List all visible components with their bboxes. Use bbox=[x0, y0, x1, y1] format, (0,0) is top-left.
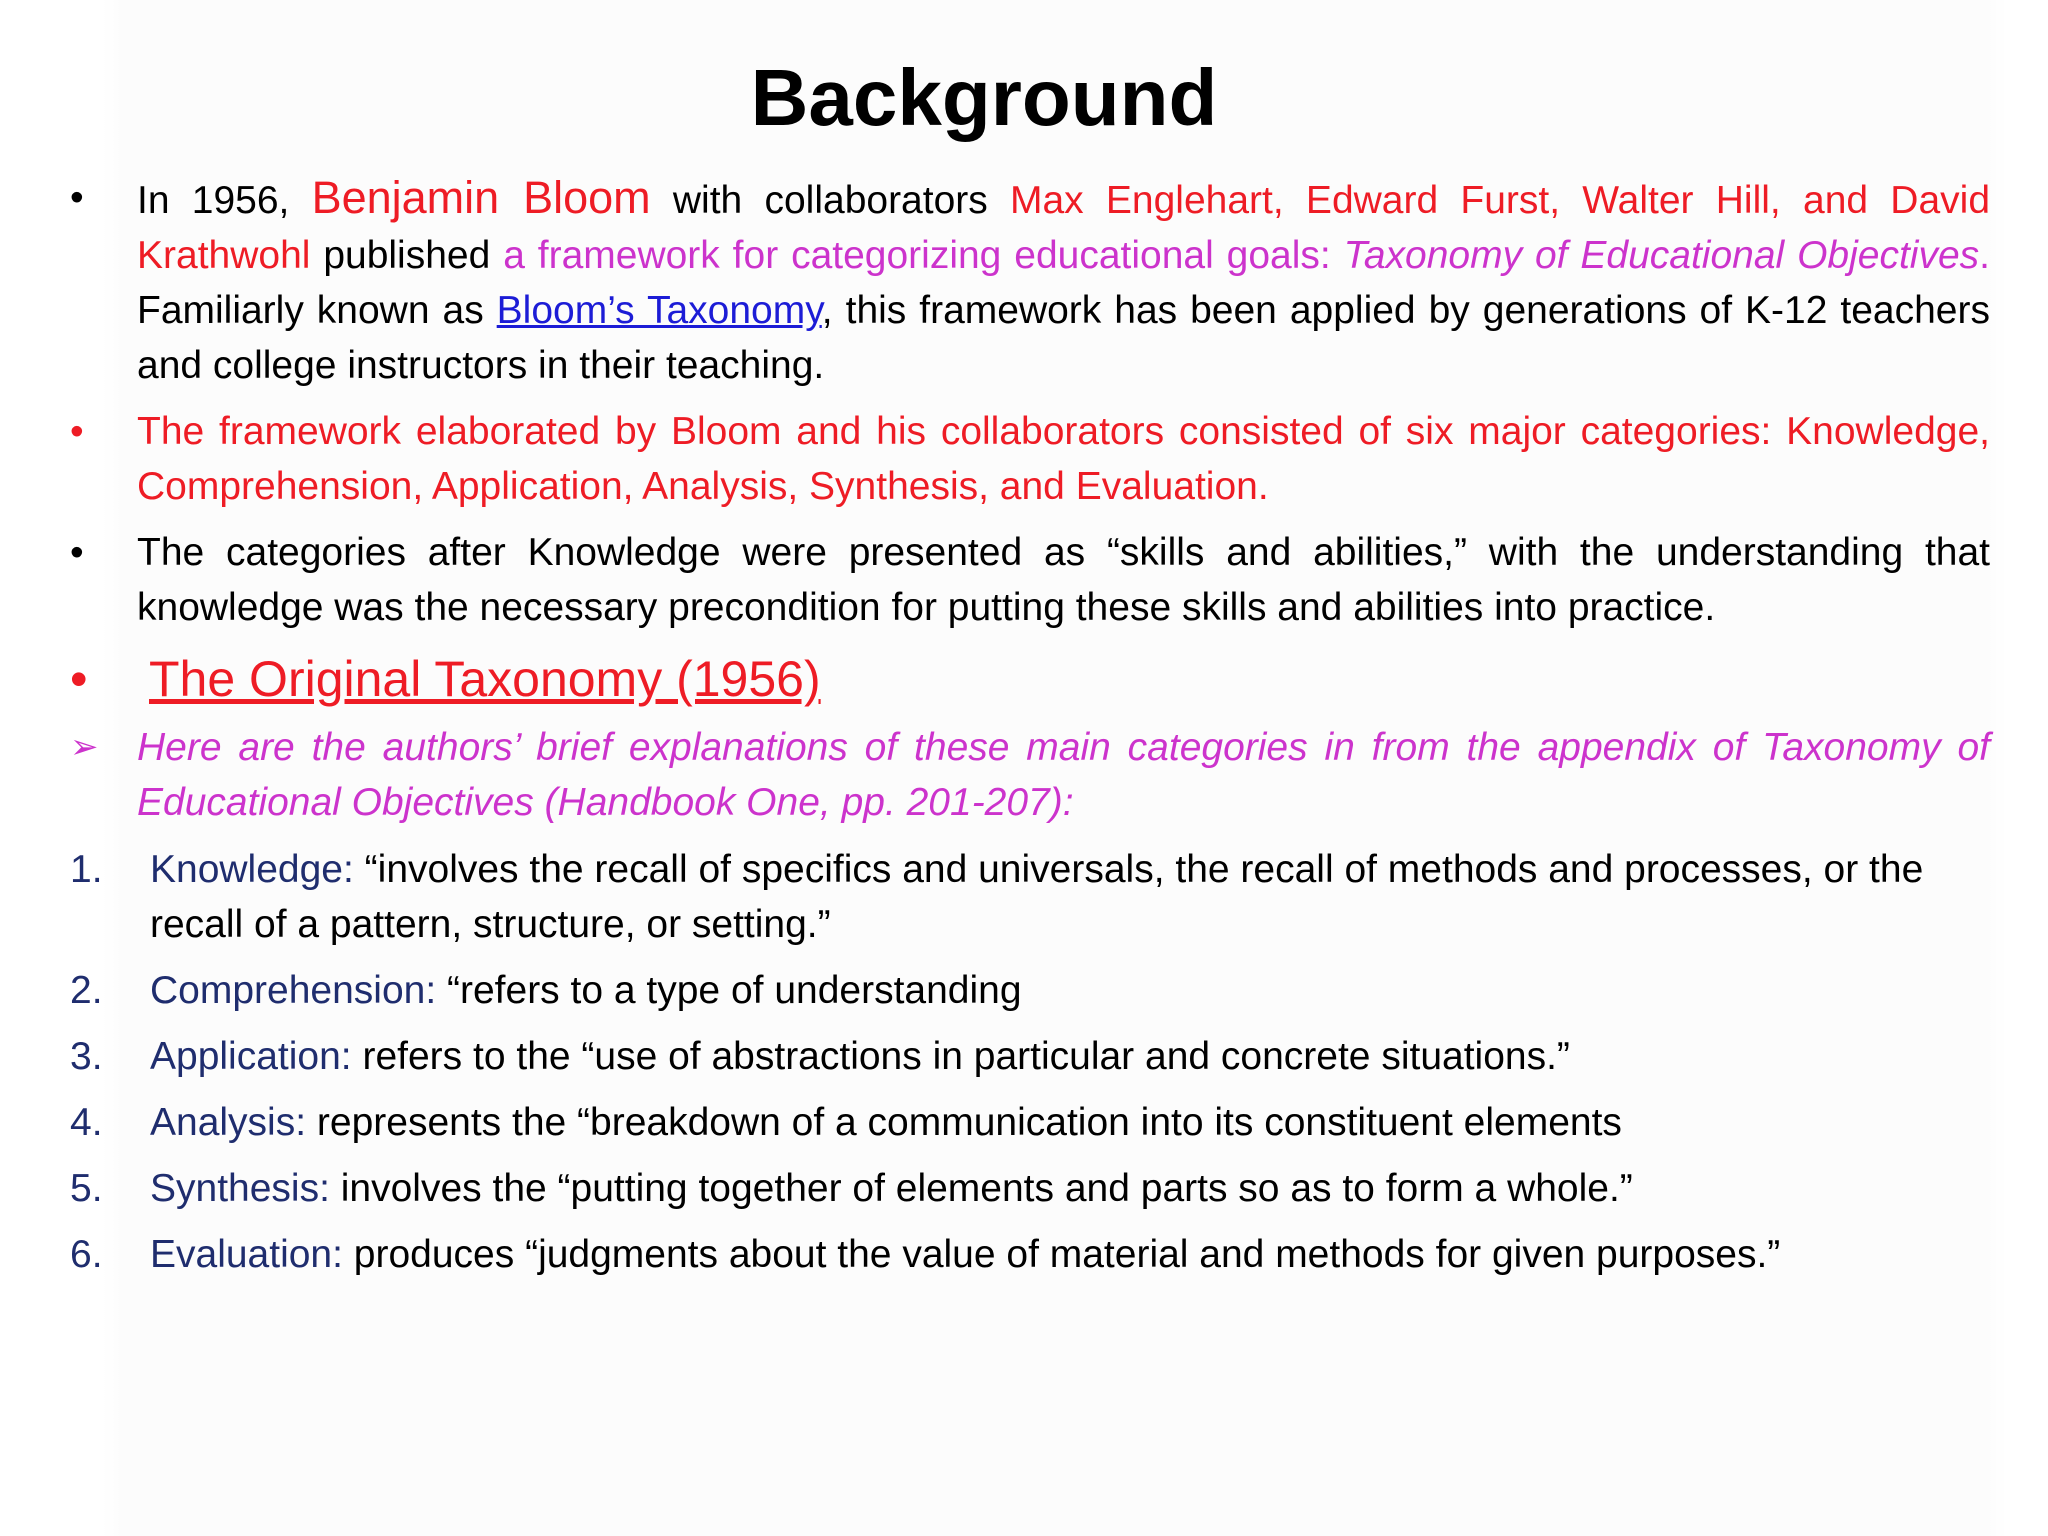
list-number: 5. bbox=[70, 1167, 103, 1210]
category-list-item bbox=[70, 1227, 1990, 1282]
category-term: Comprehension: bbox=[150, 969, 437, 1012]
category-description: “refers to a type of understanding bbox=[436, 969, 1022, 1012]
category-term: Application: bbox=[150, 1035, 352, 1078]
list-number: 4. bbox=[70, 1101, 103, 1144]
list-number: 6. bbox=[70, 1233, 103, 1276]
category-description: represents the “breakdown of a communication into its constituent elements bbox=[306, 1101, 1622, 1144]
bullet-marker: • bbox=[70, 531, 84, 574]
category-description: involves the “putting together of elements and parts so as to form a whole.” bbox=[329, 1167, 1633, 1210]
category-description: “involves the recall of specifics and universals, the recall of methods and processes, or the recall of a pattern, structure, or setting.” bbox=[150, 848, 1924, 946]
category-list-item bbox=[70, 1161, 1990, 1216]
category-list-item bbox=[70, 963, 1990, 1018]
bullet-text-segment: , this framework has been applied by generations of K-12 teachers and college instructors in their teaching. bbox=[137, 289, 1990, 387]
bullet-text bbox=[137, 170, 1990, 393]
list-number: 1. bbox=[70, 848, 103, 891]
list-number: 2. bbox=[70, 969, 103, 1012]
category-text bbox=[150, 963, 1990, 1018]
book-title: Taxonomy of Educational Objectives bbox=[1343, 234, 1980, 277]
intro-text: Here are the authors’ brief explanations of these main categories in from the appendix of Taxonomy of Educational Objectives (Handbook One, pp. 201-207): bbox=[137, 726, 1990, 824]
bullet-text-segment: . bbox=[1979, 234, 1990, 277]
bullet-text-segment: Familiarly known as bbox=[137, 289, 497, 332]
bullet-item bbox=[70, 525, 1990, 635]
bullet-text-segment: with collaborators bbox=[650, 179, 1010, 222]
category-text bbox=[150, 1161, 1990, 1216]
collaborator-names: Max Englehart, Edward Furst, Walter Hill, and David Krathwohl bbox=[137, 179, 1991, 277]
bullet-item bbox=[70, 404, 1990, 514]
framework-description: a framework for categorizing educational goals: bbox=[503, 234, 1344, 277]
section-heading-item bbox=[70, 646, 1990, 712]
section-heading-link[interactable]: The Original Taxonomy (1956) bbox=[149, 651, 821, 707]
category-text bbox=[150, 1029, 1990, 1084]
category-description: refers to the “use of abstractions in particular and concrete situations.” bbox=[351, 1035, 1570, 1078]
category-description: produces “judgments about the value of material and methods for given purposes.” bbox=[342, 1233, 1781, 1276]
category-list-item bbox=[70, 1095, 1990, 1150]
slide-title: Background bbox=[750, 53, 1218, 142]
bullet-item bbox=[70, 170, 1990, 393]
bullet-marker: • bbox=[70, 176, 84, 219]
author-name: Benjamin Bloom bbox=[311, 172, 651, 223]
bullet-marker: • bbox=[70, 410, 84, 453]
blooms-taxonomy-link[interactable]: Bloom’s Taxonomy bbox=[496, 289, 822, 332]
bullet-text: The categories after Knowledge were presented as “skills and abilities,” with the understanding that knowledge was the necessary precondition for putting these skills and abilities into practice. bbox=[137, 531, 1990, 629]
category-term: Knowledge: bbox=[150, 848, 354, 891]
category-term: Evaluation: bbox=[150, 1233, 343, 1276]
bullet-marker: • bbox=[70, 651, 88, 707]
intro-item bbox=[70, 720, 1990, 830]
category-list-item bbox=[70, 842, 1990, 952]
bullet-text-segment: published bbox=[310, 234, 504, 277]
arrow-bullet-icon: ➢ bbox=[70, 728, 99, 766]
category-text bbox=[150, 1095, 1990, 1150]
bullet-text: The framework elaborated by Bloom and his collaborators consisted of six major categories: Knowledge, Comprehension, Application, Analysis, Synthesis, and Evaluation. bbox=[137, 410, 1990, 508]
category-list-item bbox=[70, 1029, 1990, 1084]
slide-content bbox=[70, 170, 1990, 1293]
bullet-text-segment: In 1956, bbox=[137, 179, 312, 222]
category-text bbox=[150, 842, 1990, 952]
category-term: Analysis: bbox=[150, 1101, 307, 1144]
category-term: Synthesis: bbox=[150, 1167, 330, 1210]
category-text bbox=[150, 1227, 1990, 1282]
list-number: 3. bbox=[70, 1035, 103, 1078]
